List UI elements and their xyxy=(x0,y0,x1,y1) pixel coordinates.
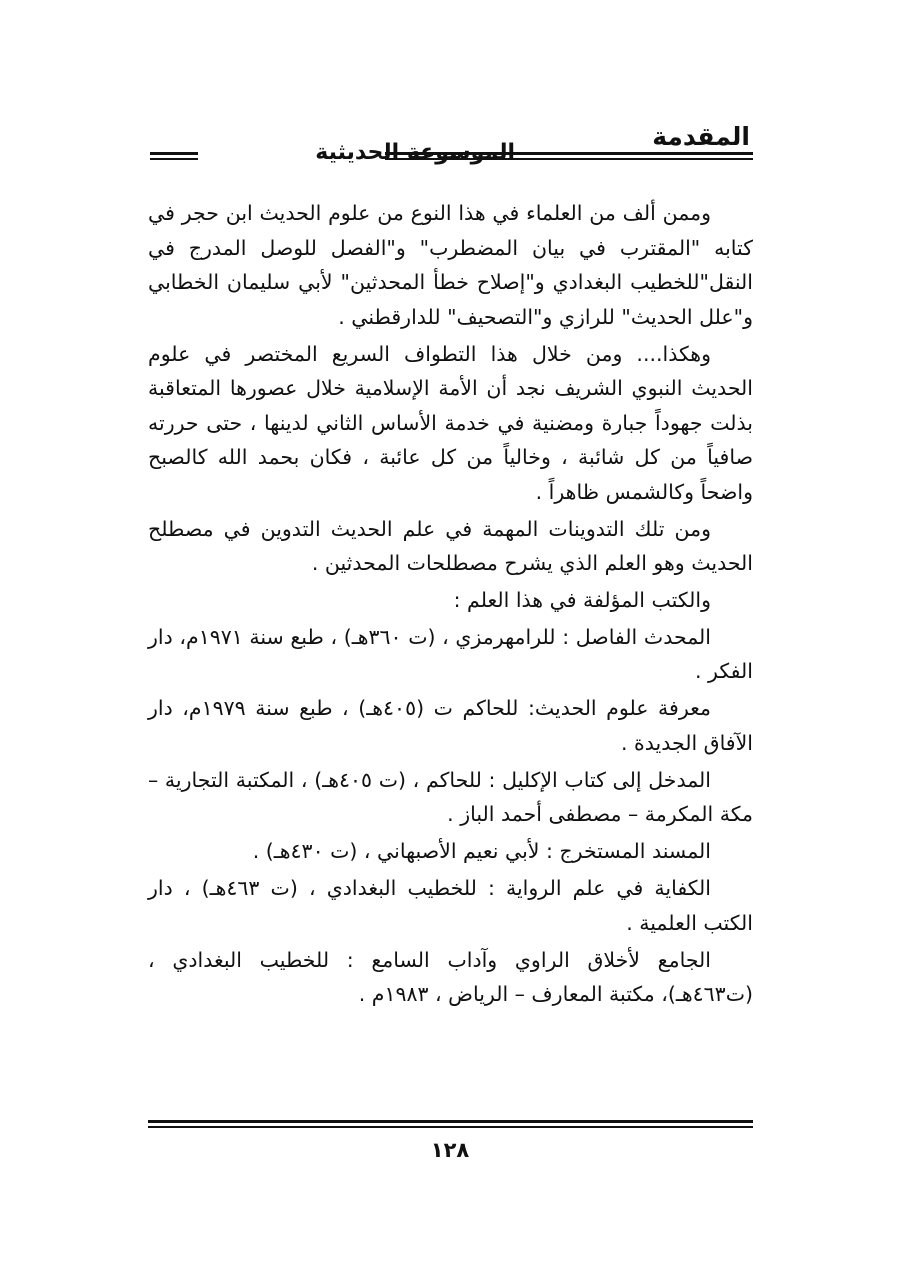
book-entry: الكفاية في علم الرواية : للخطيب البغدادي ، (ت ٤٦٣هـ) ، دار الكتب العلمية . xyxy=(148,876,753,935)
paragraph-summary: وهكذا.... ومن خلال هذا التطواف السريع المختصر في علوم الحديث النبوي الشريف نجد أن الأمة الإسلامية خلال عصورها المتعاقبة بذلت جهوداً جبارة ومضنية في خدمة الأساس الثاني لدينها ، حتى حررته صافياً من كل شائبة ، وخالياً من كل عائبة ، فكان بحمد الله كالصبح واضحاً وكالشمس ظاهراً . xyxy=(148,341,753,504)
header-rule-right xyxy=(150,152,198,160)
footer-rule xyxy=(148,1120,753,1128)
paragraph-scholars: وممن ألف من العلماء في هذا النوع من علوم الحديث ابن حجر في كتابه "المقترب في بيان المضطرب" و"الفصل للوصل المدرج في النقل"للخطيب البغدادي و"إصلاح خطأ المحدثين" لأبي سليمان الخطابي و"علل الحديث" للرازي و"التصحيف" للدارقطني . xyxy=(148,201,753,329)
book-entry: المحدث الفاصل : للرامهرمزي ، (ت ٣٦٠هـ) ، طبع سنة ١٩٧١م، دار الفكر . xyxy=(148,624,753,683)
body-text xyxy=(148,196,753,1014)
book-entry: الجامع لأخلاق الراوي وآداب السامع : للخطيب البغدادي ، (ت٤٦٣هـ)، مكتبة المعارف – الرياض ، ١٩٨٣م . xyxy=(148,947,753,1006)
page-number: ١٢٨ xyxy=(430,1138,470,1162)
book-title: الموسوعة الحديثية xyxy=(315,140,515,165)
paragraph-books-intro: والكتب المؤلفة في هذا العلم : xyxy=(453,588,711,612)
book-entry: المسند المستخرج : لأبي نعيم الأصبهاني ، (ت ٤٣٠هـ) . xyxy=(252,839,711,863)
chapter-title: المقدمة xyxy=(652,122,750,151)
book-entry: معرفة علوم الحديث: للحاكم ت (٤٠٥هـ) ، طبع سنة ١٩٧٩م، دار الآفاق الجديدة . xyxy=(148,696,753,755)
paragraph-terminology: ومن تلك التدوينات المهمة في علم الحديث التدوين في مصطلح الحديث وهو العلم الذي يشرح مصطلحات المحدثين . xyxy=(148,516,753,575)
book-entry: المدخل إلى كتاب الإكليل : للحاكم ، (ت ٤٠٥هـ) ، المكتبة التجارية – مكة المكرمة – مصطفى أحمد الباز . xyxy=(148,767,753,826)
